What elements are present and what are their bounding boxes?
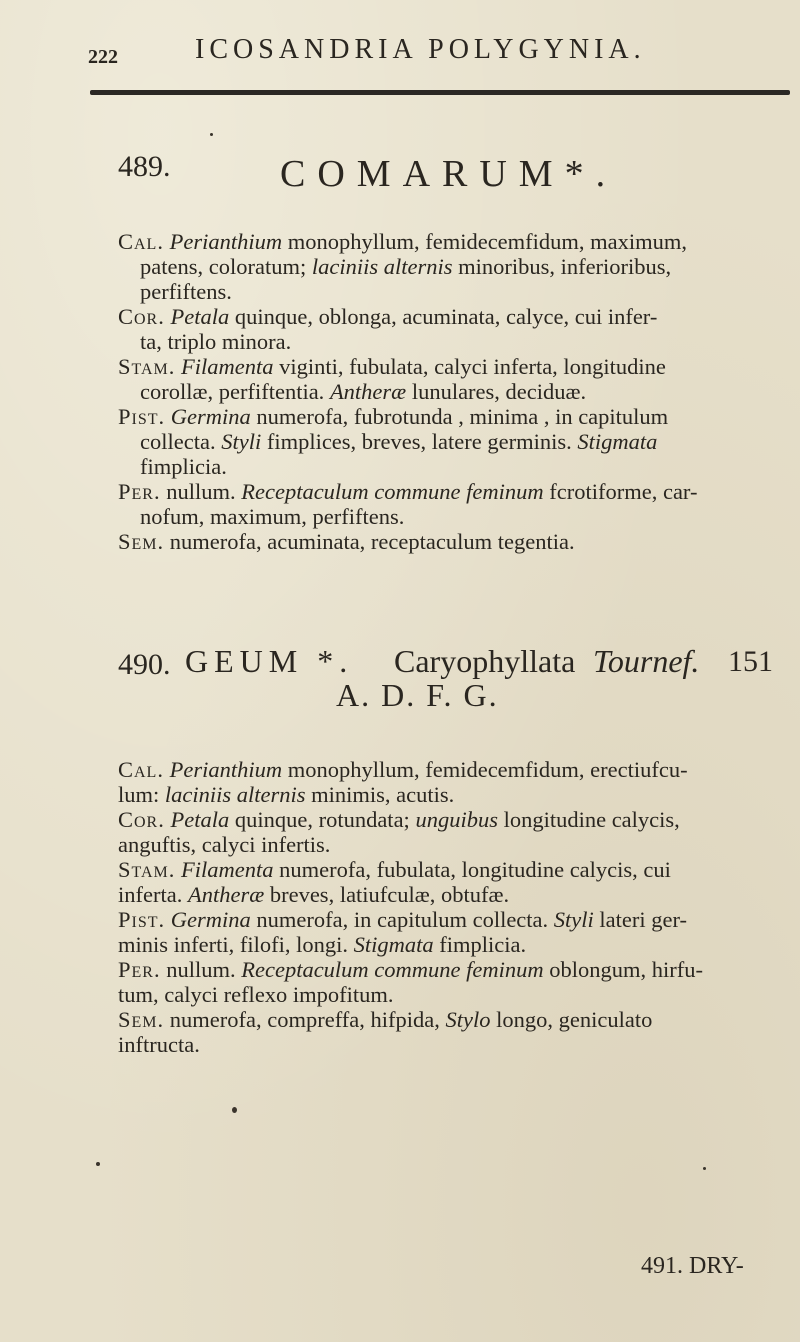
genus-name: GEUM *. xyxy=(185,643,354,679)
description: minis inferti, filofi, longi. xyxy=(118,932,348,957)
term: Antheræ xyxy=(187,882,265,907)
description: nullum. xyxy=(166,479,236,504)
description: longitudine calycis, xyxy=(503,807,680,832)
text-line xyxy=(118,833,330,857)
description: viginti, fubulata, calyci inferta, longitudine xyxy=(279,354,666,379)
text-line xyxy=(118,530,575,554)
genus-number: 489. xyxy=(118,150,171,183)
part-label: Stam. xyxy=(118,857,176,882)
description: oblongum, hirfu- xyxy=(549,957,703,982)
description: fimplicia. xyxy=(140,454,227,479)
description: patens, coloratum; xyxy=(140,254,307,279)
text-line xyxy=(118,933,526,957)
synonym-reference: 151 xyxy=(728,645,773,678)
term: Petala xyxy=(170,807,230,832)
ink-speck xyxy=(96,1162,100,1166)
description: perfiftens. xyxy=(140,279,232,304)
term: laciniis alternis xyxy=(164,782,306,807)
description: numerofa, fubrotunda , minima , in capitulum xyxy=(256,404,669,429)
description: collecta. xyxy=(140,429,216,454)
description: minimis, acutis. xyxy=(311,782,455,807)
term: Filamenta xyxy=(181,857,274,882)
part-label: Per. xyxy=(118,479,161,504)
description: corollæ, perfiftentia. xyxy=(140,379,325,404)
text-line xyxy=(118,808,680,832)
term: laciniis alternis xyxy=(311,254,453,279)
term: Styli xyxy=(553,907,594,932)
text-line xyxy=(118,405,668,429)
ink-speck xyxy=(210,133,213,136)
text-line xyxy=(140,430,657,454)
text-line xyxy=(118,305,657,329)
text-line xyxy=(118,783,454,807)
term: Germina xyxy=(170,907,251,932)
part-label: Sem. xyxy=(118,529,165,554)
term: Receptaculum commune feminum xyxy=(241,479,544,504)
description: numerofa, acuminata, receptaculum tegentia. xyxy=(169,529,575,554)
description: anguftis, calyci infertis. xyxy=(118,832,331,857)
text-line xyxy=(140,505,404,529)
part-label: Stam. xyxy=(118,354,176,379)
term: unguibus xyxy=(415,807,498,832)
description: lum: xyxy=(118,782,160,807)
description: monophyllum, femidecemfidum, maximum, xyxy=(287,229,688,254)
description: longo, geniculato xyxy=(496,1007,653,1032)
description: fimplicia. xyxy=(439,932,527,957)
description: quinque, oblonga, acuminata, calyce, cui infer- xyxy=(234,304,658,329)
description: lunulares, deciduæ. xyxy=(411,379,587,404)
page-number: 222 xyxy=(88,46,118,68)
ink-speck xyxy=(232,1107,237,1113)
genus-number: 490. xyxy=(118,648,171,681)
description: nullum. xyxy=(166,957,236,982)
term: Germina xyxy=(170,404,251,429)
heading-references: A. D. F. G. xyxy=(336,677,499,713)
description: numerofa, compreffa, hifpida, xyxy=(169,1007,440,1032)
term: Styli xyxy=(221,429,262,454)
text-line xyxy=(118,355,666,379)
text-line xyxy=(118,908,687,932)
text-line xyxy=(118,230,687,254)
term: Perianthium xyxy=(169,757,283,782)
term: Petala xyxy=(170,304,230,329)
description: numerofa, fubulata, longitudine calycis, cui xyxy=(279,857,671,882)
text-line xyxy=(118,480,697,504)
term: Perianthium xyxy=(169,229,283,254)
description: ta, triplo minora. xyxy=(140,329,292,354)
text-line xyxy=(140,380,586,404)
description: numerofa, in capitulum collecta. xyxy=(256,907,549,932)
description: fcrotiforme, car- xyxy=(549,479,698,504)
term: Stylo xyxy=(445,1007,491,1032)
description: inftructa. xyxy=(118,1032,200,1057)
text-line xyxy=(140,280,232,304)
running-title: ICOSANDRIA POLYGYNIA. xyxy=(195,34,646,65)
part-label: Cor. xyxy=(118,304,165,329)
term: Filamenta xyxy=(181,354,274,379)
description: inferta. xyxy=(118,882,183,907)
synonym-author: Tournef. xyxy=(593,643,700,679)
text-line xyxy=(118,1033,200,1057)
header-rule xyxy=(90,90,790,95)
running-head xyxy=(88,30,740,70)
text-line xyxy=(140,330,291,354)
part-label: Cor. xyxy=(118,807,165,832)
text-line xyxy=(140,455,227,479)
description: nofum, maximum, perfiftens. xyxy=(140,504,405,529)
description: lateri ger- xyxy=(599,907,688,932)
part-label: Cal. xyxy=(118,757,164,782)
text-line xyxy=(140,255,671,279)
description: fimplices, breves, latere germinis. xyxy=(266,429,572,454)
term: Antheræ xyxy=(329,379,407,404)
description: tum, calyci reflexo impofitum. xyxy=(118,982,394,1007)
text-line xyxy=(118,958,703,982)
description: monophyllum, femidecemfidum, erectiufcu- xyxy=(287,757,688,782)
catchword: 491. DRY- xyxy=(641,1253,744,1279)
term: Stigmata xyxy=(577,429,658,454)
part-label: Per. xyxy=(118,957,161,982)
term: Stigmata xyxy=(353,932,434,957)
part-label: Pist. xyxy=(118,907,166,932)
part-label: Pist. xyxy=(118,404,166,429)
text-line xyxy=(118,983,394,1007)
text-line xyxy=(118,1008,652,1032)
text-line xyxy=(118,883,509,907)
synonym-name: Caryophyllata xyxy=(394,643,576,679)
text-line xyxy=(118,758,688,782)
part-label: Cal. xyxy=(118,229,164,254)
description: breves, latiufculæ, obtufæ. xyxy=(269,882,510,907)
part-label: Sem. xyxy=(118,1007,165,1032)
text-line xyxy=(118,858,671,882)
description: minoribus, inferioribus, xyxy=(458,254,672,279)
ink-speck xyxy=(703,1167,706,1170)
term: Receptaculum commune feminum xyxy=(241,957,544,982)
genus-name: COMARUM*. xyxy=(280,153,618,195)
description: quinque, rotundata; xyxy=(234,807,410,832)
